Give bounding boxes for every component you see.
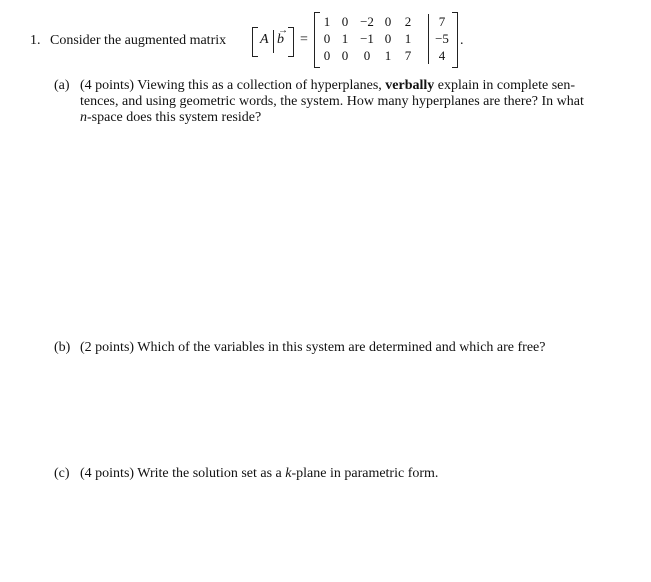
matrix-cell: 7 [404, 48, 412, 63]
part-b-text: (2 points) Which of the variables in this system are determined and which are free? [80, 340, 546, 355]
augmented-matrix [314, 12, 458, 68]
right-bracket [288, 27, 294, 57]
vector-arrow-icon: → [278, 25, 288, 36]
part-c-var: k [285, 466, 292, 481]
matrix-cell: −1 [360, 31, 374, 46]
matrix-cell: 1 [341, 31, 349, 46]
matrix-cell: −5 [435, 31, 449, 46]
part-c-label: (c) [54, 466, 70, 481]
part-a-line-2: tences, and using geometric words, the system. How many hyperplanes are there? In what [80, 94, 584, 109]
part-a-emphasis: verbally [385, 78, 435, 93]
matrix-cell: 0 [341, 48, 349, 63]
matrix-cell: −2 [360, 14, 374, 29]
part-b-label: (b) [54, 340, 71, 355]
problem-intro: Consider the augmented matrix [50, 33, 227, 48]
part-c-text: -plane in parametric form. [291, 466, 439, 481]
part-a-line-3 [80, 110, 261, 126]
matrix-cell: 1 [323, 14, 331, 29]
part-a-text: explain in complete sen- [437, 78, 576, 93]
matrix-augment-bar [428, 14, 429, 64]
matrix-cell: 2 [404, 14, 412, 29]
part-c-text: (4 points) Write the solution set as a [80, 466, 282, 481]
augmented-notation [252, 27, 294, 57]
matrix-cell: 0 [384, 31, 392, 46]
augment-bar [273, 30, 274, 53]
part-a-text: -space does this system reside? [87, 110, 262, 125]
matrix-cell: 7 [438, 14, 446, 29]
matrix-cell: 0 [323, 48, 331, 63]
period: . [460, 33, 464, 48]
matrix-cell: 4 [438, 48, 446, 63]
left-bracket [252, 27, 258, 57]
problem-number: 1. [30, 33, 41, 48]
equals-sign: = [300, 32, 308, 47]
part-c-line [80, 466, 438, 482]
matrix-cell: 0 [363, 48, 371, 63]
matrix-cell: 0 [341, 14, 349, 29]
matrix-cell: 1 [384, 48, 392, 63]
part-a-label: (a) [54, 78, 70, 93]
matrix-symbol: A [260, 32, 269, 47]
part-a-var: n [80, 110, 87, 125]
matrix-cell: 0 [384, 14, 392, 29]
matrix-cell: 1 [404, 31, 412, 46]
part-a-line-1 [80, 78, 575, 94]
vector-symbol: b [277, 32, 284, 47]
matrix-cell: 0 [323, 31, 331, 46]
part-a-text: (4 points) Viewing this as a collection of hyperplanes, [80, 78, 382, 93]
